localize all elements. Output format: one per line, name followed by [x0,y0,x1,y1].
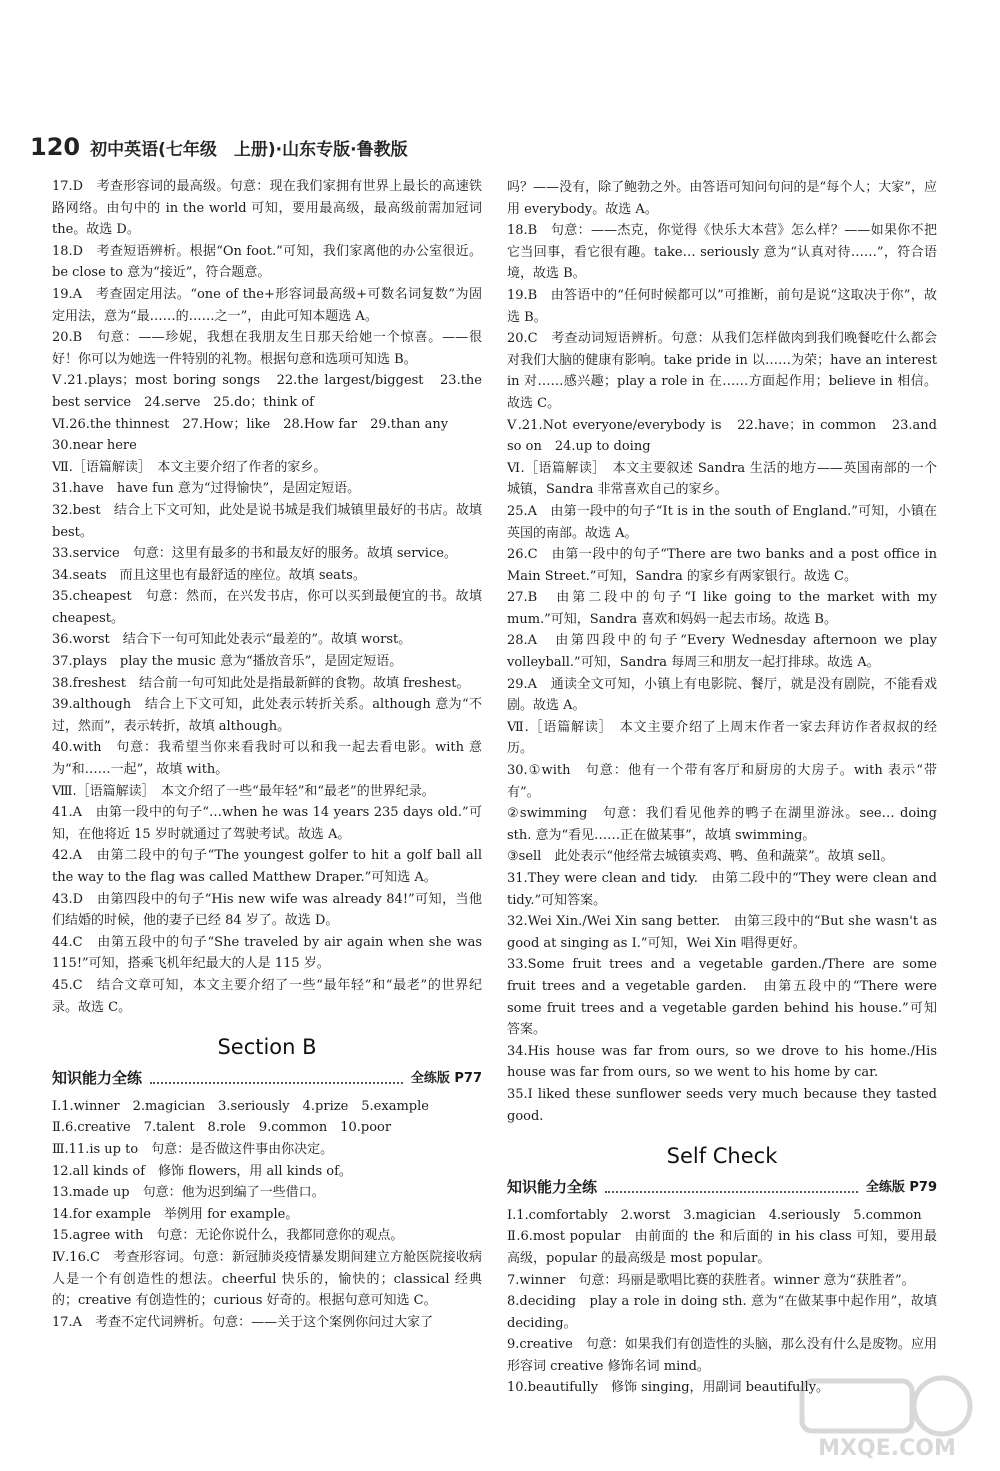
answer-line: Ⅵ.26.the thinnest 27.How；like 28.How far 29.than any [52,416,449,432]
answer-line: 19.A 考查固定用法。“one of the+形容词最高级+可数名词复数”为固定用法，意为“最……的……之一”，由此可知本题选 A。 [52,286,482,324]
answer-line: 14.for example 举例用 for example。 [52,1206,299,1222]
answer-line: 34.His house was far from ours, so we drove to his home./His house was far from ours, so we went to his home by car. [507,1043,937,1081]
page-header [30,133,408,161]
answer-line: 44.C 由第五段中的句子“She traveled by air again when she was 115!”可知，搭乘飞机年纪最大的人是 115 岁。 [52,934,482,972]
self-check-bar-label: 知识能力全练 [507,1178,598,1197]
answer-line: Ⅰ.1.comfortably 2.worst 3.magician 4.seriously 5.common [507,1207,922,1223]
answer-line: 43.D 由第四段中的句子“His new wife was already 84!”可知，当他们结婚的时候，他的妻子已经 84 岁了。故选 D。 [52,891,482,929]
answer-line: Ⅵ.［语篇解读］ 本文主要叙述 Sandra 生活的地方——英国南部的一个城镇，Sandra 非常喜欢自己的家乡。 [507,460,937,498]
answer-line: 9.creative 句意：如果我们有创造性的头脑，那么没有什么是废物。应用形容词 creative 修饰名词 mind。 [507,1337,937,1374]
answer-line: 38.freshest 结合前一句可知此处是指最新鲜的食物。故填 freshest。 [52,675,470,691]
answer-line: 45.C 结合文章可知，本文主要介绍了一些“最年轻”和“最老”的世界纪录。故选 C。 [52,977,482,1015]
right-column [507,177,937,1399]
answer-line: 37.plays play the music 意为“播放音乐”，是固定短语。 [52,654,403,670]
section-b-answers [52,1096,482,1334]
answer-line: 31.They were clean and tidy. 由第二段中的“They were clean and tidy.”可知答案。 [507,871,937,908]
answer-line: 18.B 句意：——杰克，你觉得《快乐大本营》怎么样？——如果你不把它当回事，看它很有趣。take… seriously 意为“认真对待……”，符合语境，故选 B。 [507,223,937,282]
answer-line: 17.A 考查不定代词辨析。句意：——关于这个案例你问过大家了 [52,1314,434,1330]
answer-line: 25.A 由第一段中的句子“It is in the south of England.”可知，小镇在英国的南部。故选 A。 [507,503,937,541]
answer-line: Ⅶ.［语篇解读］ 本文主要介绍了上周末作者一家去拜访作者叔叔的经历。 [507,719,937,757]
watermark-logo [792,1371,982,1461]
section-b-bar-label: 知识能力全练 [52,1069,143,1088]
answer-line: 12.all kinds of 修饰 flowers，用 all kinds of。 [52,1163,352,1179]
answer-line: 35.I liked these sunflower seeds very much because they tasted good. [507,1086,937,1124]
answer-line: 41.A 由第一段中的句子“…when he was 14 years 235 days old.”可知，在他将近 15 岁时就通过了驾驶考试。故选 A。 [52,805,482,842]
answer-line: 20.B 句意：——珍妮，我想在我朋友生日那天给她一个惊喜。——很好！你可以为她选一件特别的礼物。根据句意和选项可知选 B。 [52,330,482,367]
self-check-answers [507,1205,937,1399]
answer-line: 40.with 句意：我希望当你来看我时可以和我一起去看电影。with 意为“和……一起”，故填 with。 [52,740,482,778]
self-check-title: Self Check [666,1144,778,1169]
answer-line: 33.Some fruit trees and a vegetable garden./There are some fruit trees and a vegetable garden. 由第五段中的“There were some fruit trees and a vegetable garden behind his house.”可知答案。 [507,957,937,1038]
answer-line: Ⅳ.16.C 考查形容词。句意：新冠肺炎疫情暴发期间建立方舱医院接收病人是一个有创造性的想法。cheerful 快乐的，愉快的；classical 经典的；creative 有创造性的；curious 好奇的。根据句意可知选 C。 [52,1249,482,1309]
answer-line: ②swimming 句意：我们看见他养的鸭子在湖里游泳。see… doing sth. 意为“看见……正在做某事”，故填 swimming。 [507,806,937,843]
answer-line: 39.although 结合上下文可知，此处表示转折关系。although 意为“不过，然而”，表示转折，故填 although。 [52,697,482,734]
answer-line: 19.B 由答语中的“任何时候都可以”可推断，前句是说“这取决于你”，故选 B。 [507,287,937,325]
answer-line: Ⅴ.21.plays；most boring songs 22.the largest/biggest 23.the best service 24.serve 25.do；think of [52,373,482,410]
answer-line: Ⅱ.6.creative 7.talent 8.role 9.common 10.poor [52,1120,392,1136]
answer-line: ③sell 此处表示“他经常去城镇卖鸡、鸭、鱼和蔬菜”。故填 sell。 [507,849,894,865]
page-title: 初中英语(七年级 上册)·山东专版·鲁教版 [90,140,408,160]
answer-line: 17.D 考查形容词的最高级。句意：现在我们家拥有世界上最长的高速铁路网络。由句中的 in the world 可知，要用最高级，最高级前需加冠词 the。故选 D。 [52,179,482,238]
answer-line: 吗？——没有，除了鲍勃之外。由答语可知问句问的是“每个人；大家”，应用 everybody。故选 A。 [507,180,937,217]
left-column [52,176,482,1333]
answer-line: 36.worst 结合下一句可知此处表示“最差的”。故填 worst。 [52,632,412,648]
right-answers [507,177,937,1127]
answer-line: Ⅴ.21.Not everyone/everybody is 22.have；in common 23.and so on 24.up to doing [507,417,937,455]
answer-line: 30.near here [52,438,137,454]
answer-line: 33.service 句意：这里有最多的书和最友好的服务。故填 service。 [52,546,457,562]
answer-line: 27.B 由第二段中的句子“I like going to the market with my mum.”可知，Sandra 喜欢和妈妈一起去市场。故选 B。 [507,590,937,627]
answer-line: 32.best 结合上下文可知，此处是说书城是我们城镇里最好的书店。故填 best。 [52,502,482,540]
answer-line: 31.have have fun 意为“过得愉快”，是固定短语。 [52,481,361,497]
answer-line: Ⅷ.［语篇解读］ 本文介绍了一些“最年轻”和“最老”的世界纪录。 [52,783,435,799]
answer-line: 7.winner 句意：玛丽是歌唱比赛的获胜者。winner 意为“获胜者”。 [507,1272,915,1288]
answer-line: 20.C 考查动词短语辨析。句意：从我们怎样做肉到我们晚餐吃什么都会对我们大脑的健康有影响。take pride in 以……为荣；have an interest in 对……感兴趣；play a role in 在……方面起作用；believe in 相信。故选 C。 [507,331,937,411]
answer-line: 26.C 由第一段中的句子“There are two banks and a post office in Main Street.”可知，Sandra 的家乡有两家银行。故选 C。 [507,547,937,584]
answer-line: 30.①with 句意：他有一个带有客厅和厨房的大房子。with 表示“带有”。 [507,763,937,800]
answer-line: 15.agree with 句意：无论你说什么，我都同意你的观点。 [52,1228,404,1244]
answer-line: Ⅰ.1.winner 2.magician 3.seriously 4.prize 5.example [52,1098,429,1114]
dotted-leader [150,1074,403,1084]
answer-line: 13.made up 句意：他为迟到编了一些借口。 [52,1185,325,1201]
answer-line: 8.deciding play a role in doing sth. 意为“在做某事中起作用”，故填 deciding。 [507,1294,937,1331]
answer-line: 18.D 考查短语辨析。根据“On foot.”可知，我们家离他的办公室很近。be close to 意为“接近”，符合题意。 [52,243,482,281]
dotted-leader [605,1183,858,1193]
watermark-text: MXQE.COM [818,1436,956,1461]
left-answers [52,176,482,1018]
answer-line: 10.beautifully 修饰 singing，用副词 beautifully。 [507,1380,830,1396]
answer-line: Ⅶ.［语篇解读］ 本文主要介绍了作者的家乡。 [52,459,327,475]
self-check-bar [507,1177,937,1199]
answer-line: 29.A 通读全文可知，小镇上有电影院、餐厅，就是没有剧院，不能看戏剧。故选 A。 [507,676,937,714]
section-b-bar-ref: 全练版 P77 [410,1071,482,1087]
answer-line: 32.Wei Xin./Wei Xin sang better. 由第三段中的“But she wasn't as good at singing as I.”可知，Wei Xin 唱得更好。 [507,914,937,951]
page-number: 120 [30,133,81,161]
answer-line: 42.A 由第二段中的句子“The youngest golfer to hit a golf ball all the way to the flag was called Matthew Draper.”可知选 A。 [52,848,482,885]
answer-line: 34.seats 而且这里也有最舒适的座位。故填 seats。 [52,567,366,583]
section-b-bar [52,1068,482,1090]
answer-line: Ⅱ.6.most popular 由前面的 the 和后面的 in his class 可知，要用最高级，popular 的最高级是 most popular。 [507,1229,937,1266]
answer-line: Ⅲ.11.is up to 句意：是否做这件事由你决定。 [52,1141,334,1157]
section-b-title: Section B [217,1035,317,1060]
answer-line: 35.cheapest 句意：然而，在兴发书店，你可以买到最便宜的书。故填 cheapest。 [52,589,482,626]
self-check-bar-ref: 全练版 P79 [865,1180,937,1196]
answer-line: 28.A 由第四段中的句子“Every Wednesday afternoon we play volleyball.”可知，Sandra 每周三和朋友一起打排球。故选 A。 [507,633,937,671]
